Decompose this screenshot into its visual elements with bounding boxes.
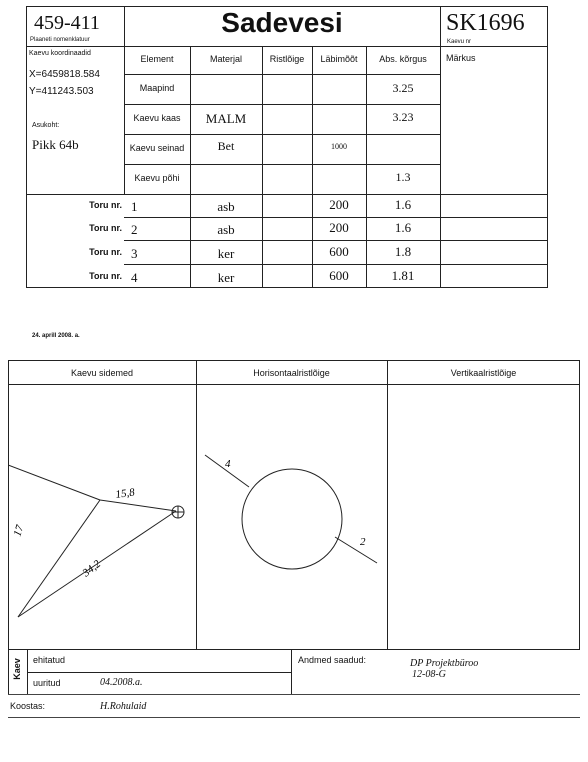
pipe-nr: 3 — [131, 246, 138, 261]
well-id: SK1696 — [446, 10, 525, 36]
row-element: Kaevu seinad — [129, 143, 185, 153]
data-from-code: 12-08-G — [412, 669, 446, 680]
col-header-element: Element — [140, 54, 174, 64]
col-title-horizontal: Horisontaalristlõige — [253, 368, 330, 378]
col-header-section: Ristlõige — [269, 54, 305, 64]
row-abs: 3.25 — [392, 81, 414, 95]
pipe-out-label: 2 — [360, 536, 366, 548]
row-element: Kaevu kaas — [133, 113, 181, 123]
coords-caption: Kaevu koordinaadid — [29, 50, 91, 57]
pipe-label: Toru nr. — [89, 200, 122, 210]
data-from-value: DP Projektbüroo — [410, 658, 479, 669]
row-diameter: 1000 — [331, 142, 347, 151]
pipe-diameter: 600 — [329, 244, 349, 259]
coord-y: Y=411243.503 — [29, 86, 94, 97]
pipe-material: asb — [217, 222, 235, 237]
coord-x: X=6459818.584 — [29, 69, 100, 80]
outlet-pipe-line — [335, 537, 377, 563]
page-title: Sadevesi — [221, 7, 343, 38]
tie-sketch — [8, 385, 196, 649]
pipe-abs: 1.6 — [394, 197, 412, 212]
row-element: Kaevu põhi — [134, 173, 180, 183]
col-header-material: Materjal — [209, 54, 242, 64]
pipe-abs: 1.81 — [391, 268, 415, 283]
well-circle — [242, 469, 342, 569]
well-caption: Kaevu nr — [447, 39, 472, 45]
tie-label-17: 17 — [11, 523, 27, 538]
pipe-diameter: 200 — [329, 220, 349, 235]
compiled-label: Koostas: — [10, 701, 46, 711]
address-caption: Asukoht: — [32, 122, 60, 129]
pipe-label: Toru nr. — [89, 223, 122, 233]
address: Pikk 64b — [32, 137, 79, 152]
pipe-nr: 2 — [131, 222, 138, 237]
boundary-line — [8, 465, 100, 500]
pipe-abs: 1.6 — [394, 220, 412, 235]
row-abs: 1.3 — [395, 170, 411, 184]
sheet-number: 459-411 — [34, 12, 100, 34]
tie-line-15-8 — [100, 500, 176, 511]
pipe-nr: 4 — [131, 270, 138, 285]
date-stamp: 24. aprill 2008. a. — [32, 333, 80, 339]
compiled-value: H.Rohulaid — [100, 701, 147, 712]
col-header-remark: Märkus — [446, 53, 476, 63]
row-material: MALM — [205, 111, 247, 126]
horizontal-section-sketch — [197, 385, 386, 649]
sheet-caption: Plaaneti nomenklatuur — [30, 37, 90, 43]
col-header-diameter: Läbimõõt — [320, 54, 358, 64]
tie-label-34-2: 34,2 — [80, 558, 104, 580]
pipe-diameter: 600 — [329, 268, 349, 283]
pipe-material: ker — [217, 270, 235, 285]
pipe-material: ker — [217, 246, 235, 261]
tie-label-15-8: 15,8 — [114, 486, 136, 501]
col-title-ties: Kaevu sidemed — [70, 368, 134, 378]
pipe-in-label: 4 — [225, 458, 231, 470]
pipe-diameter: 200 — [329, 197, 349, 212]
built-label: ehitatud — [33, 655, 66, 665]
pipe-material: asb — [217, 199, 235, 214]
pipe-label: Toru nr. — [89, 247, 122, 257]
row-element: Maapind — [139, 83, 175, 93]
surveyed-label: uuritud — [33, 678, 61, 688]
col-title-vertical: Vertikaalristlõige — [450, 368, 517, 378]
pipe-nr: 1 — [131, 199, 138, 214]
surveyed-value: 04.2008.a. — [100, 677, 143, 688]
col-header-abs: Abs. kõrgus — [379, 54, 427, 64]
data-from-label: Andmed saadud: — [298, 655, 367, 665]
header-card — [26, 6, 548, 288]
pipe-label: Toru nr. — [89, 271, 122, 281]
row-material: Bet — [217, 139, 235, 153]
tie-line-17 — [18, 500, 100, 617]
pipe-abs: 1.8 — [394, 244, 412, 259]
row-abs: 3.23 — [392, 110, 414, 124]
footer-vertical-label: Kaev — [12, 658, 22, 680]
